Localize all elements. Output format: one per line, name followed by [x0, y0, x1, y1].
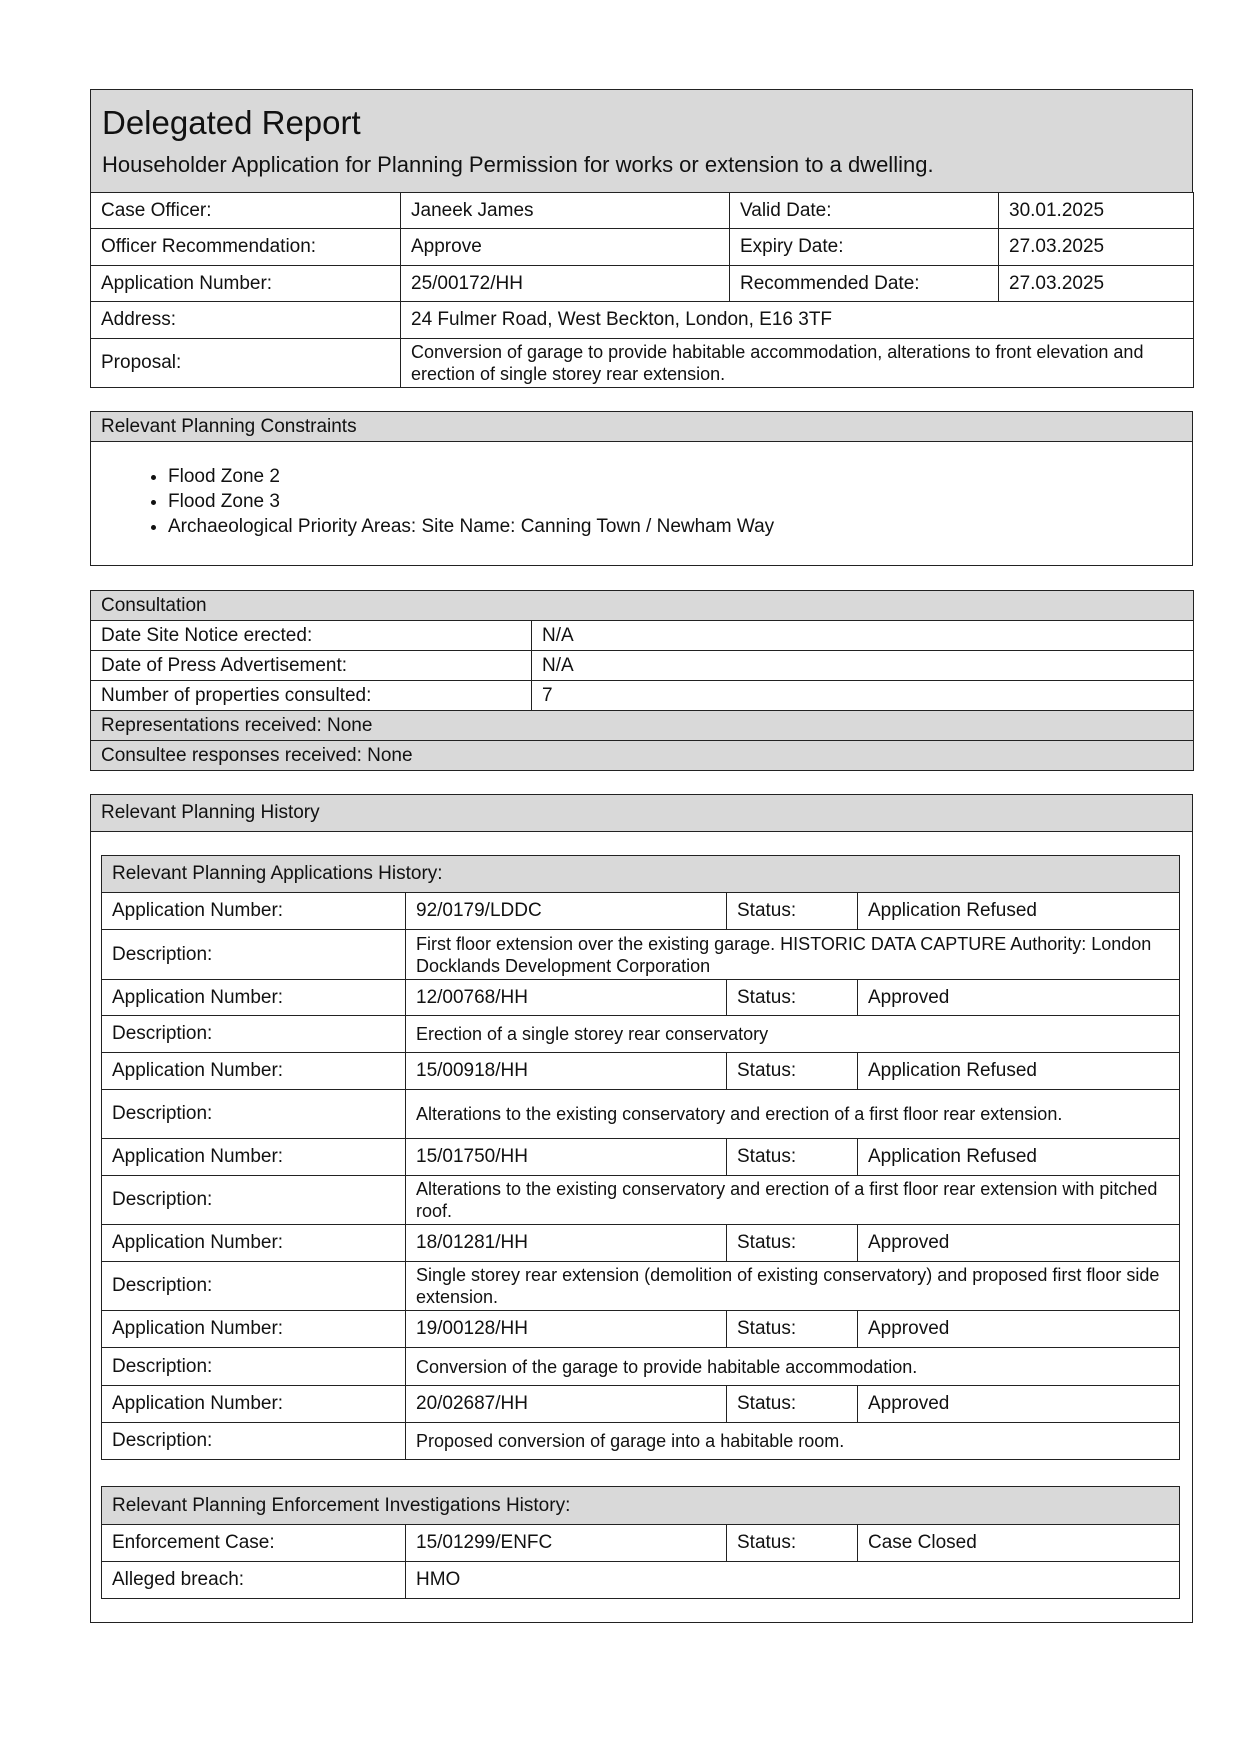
app-description: First floor extension over the existing garage. HISTORIC DATA CAPTURE Authority: London Docklands Development Corporation	[406, 930, 1180, 980]
history-title: Relevant Planning History	[91, 795, 1192, 832]
expiry-date: 27.03.2025	[999, 229, 1194, 266]
address: 24 Fulmer Road, West Beckton, London, E16 3TF	[401, 302, 1194, 339]
label: Enforcement Case:	[102, 1525, 406, 1562]
label: Application Number:	[102, 980, 406, 1016]
app-status: Approved	[858, 1311, 1180, 1348]
constraints-list	[91, 464, 1192, 539]
table-row	[102, 1225, 1180, 1262]
table-row	[102, 1176, 1180, 1225]
summary-table	[90, 192, 1194, 388]
app-status: Application Refused	[858, 1139, 1180, 1176]
consultee-responses: Consultee responses received: None	[91, 741, 1194, 771]
label: Application Number:	[102, 1311, 406, 1348]
label: Description:	[102, 1090, 406, 1139]
valid-date: 30.01.2025	[999, 193, 1194, 229]
app-number: 18/01281/HH	[406, 1225, 727, 1262]
constraints-section	[90, 411, 1193, 566]
table-row	[102, 1139, 1180, 1176]
alleged-breach: HMO	[406, 1562, 1180, 1599]
label: Status:	[727, 980, 858, 1016]
press: N/A	[532, 651, 1194, 681]
app-status: Approved	[858, 980, 1180, 1016]
properties: 7	[532, 681, 1194, 711]
label: Valid Date:	[730, 193, 999, 229]
list-item: • Flood Zone 3	[168, 489, 1192, 514]
label: Expiry Date:	[730, 229, 999, 266]
consultation-title: Consultation	[91, 591, 1194, 621]
label: Description:	[102, 1262, 406, 1311]
label: Description:	[102, 1348, 406, 1386]
label: Application Number:	[102, 893, 406, 930]
app-description: Erection of a single storey rear conservatory	[406, 1016, 1180, 1053]
proposal: Conversion of garage to provide habitable accommodation, alterations to front elevation and erection of single storey rear extension.	[401, 339, 1194, 388]
label: Application Number:	[102, 1386, 406, 1423]
site-notice: N/A	[532, 621, 1194, 651]
label: Description:	[102, 930, 406, 980]
label: Number of properties consulted:	[91, 681, 532, 711]
case-officer: Janeek James	[401, 193, 730, 229]
app-status: Approved	[858, 1225, 1180, 1262]
app-number: 15/01750/HH	[406, 1139, 727, 1176]
constraints-title: Relevant Planning Constraints	[91, 412, 1192, 442]
table-row	[102, 980, 1180, 1016]
label: Date of Press Advertisement:	[91, 651, 532, 681]
table-row	[102, 1386, 1180, 1423]
consultation-table	[90, 590, 1194, 771]
app-number: 15/00918/HH	[406, 1053, 727, 1090]
applications-title: Relevant Planning Applications History:	[102, 856, 1180, 893]
enforcement-table	[101, 1486, 1180, 1599]
applications-table	[101, 855, 1180, 1460]
label: Status:	[727, 1225, 858, 1262]
table-row	[102, 1053, 1180, 1090]
label: Status:	[727, 1311, 858, 1348]
label: Case Officer:	[91, 193, 401, 229]
label: Recommended Date:	[730, 266, 999, 302]
table-row	[102, 1016, 1180, 1053]
representations: Representations received: None	[91, 711, 1194, 741]
label: Application Number:	[102, 1139, 406, 1176]
app-number: 19/00128/HH	[406, 1311, 727, 1348]
app-description: Alterations to the existing conservatory and erection of a first floor rear extension.	[406, 1090, 1180, 1139]
label: Status:	[727, 1053, 858, 1090]
table-row	[102, 1311, 1180, 1348]
label: Application Number:	[102, 1225, 406, 1262]
app-description: Proposed conversion of garage into a habitable room.	[406, 1423, 1180, 1460]
label: Application Number:	[91, 266, 401, 302]
app-status: Application Refused	[858, 1053, 1180, 1090]
label: Proposal:	[91, 339, 401, 388]
label: Date Site Notice erected:	[91, 621, 532, 651]
label: Status:	[727, 1139, 858, 1176]
enforcement-case: 15/01299/ENFC	[406, 1525, 727, 1562]
table-row	[102, 1423, 1180, 1460]
label: Status:	[727, 1525, 858, 1562]
label: Officer Recommendation:	[91, 229, 401, 266]
table-row	[102, 1348, 1180, 1386]
list-item: • Flood Zone 2	[168, 464, 1192, 489]
table-row	[102, 1090, 1180, 1139]
label: Application Number:	[102, 1053, 406, 1090]
label: Address:	[91, 302, 401, 339]
app-status: Application Refused	[858, 893, 1180, 930]
recommended-date: 27.03.2025	[999, 266, 1194, 302]
app-status: Approved	[858, 1386, 1180, 1423]
label: Description:	[102, 1423, 406, 1460]
app-number: 12/00768/HH	[406, 980, 727, 1016]
recommendation: Approve	[401, 229, 730, 266]
label: Description:	[102, 1176, 406, 1225]
label: Status:	[727, 1386, 858, 1423]
report-header	[90, 89, 1193, 193]
app-number: 92/0179/LDDC	[406, 893, 727, 930]
report-title: Delegated Report	[102, 104, 361, 141]
table-row	[102, 930, 1180, 980]
table-row	[102, 1262, 1180, 1311]
label: Alleged breach:	[102, 1562, 406, 1599]
enforcement-status: Case Closed	[858, 1525, 1180, 1562]
list-item: • Archaeological Priority Areas: Site Name: Canning Town / Newham Way	[168, 514, 1192, 539]
app-description: Conversion of the garage to provide habitable accommodation.	[406, 1348, 1180, 1386]
report-subtitle: Householder Application for Planning Permission for works or extension to a dwelling.	[102, 152, 934, 177]
app-description: Single storey rear extension (demolition of existing conservatory) and proposed first floor side extension.	[406, 1262, 1180, 1311]
app-number: 20/02687/HH	[406, 1386, 727, 1423]
label: Description:	[102, 1016, 406, 1053]
label: Status:	[727, 893, 858, 930]
table-row	[102, 893, 1180, 930]
app-number: 25/00172/HH	[401, 266, 730, 302]
enforcement-title: Relevant Planning Enforcement Investigations History:	[102, 1487, 1180, 1525]
app-description: Alterations to the existing conservatory and erection of a first floor rear extension with pitched roof.	[406, 1176, 1180, 1225]
